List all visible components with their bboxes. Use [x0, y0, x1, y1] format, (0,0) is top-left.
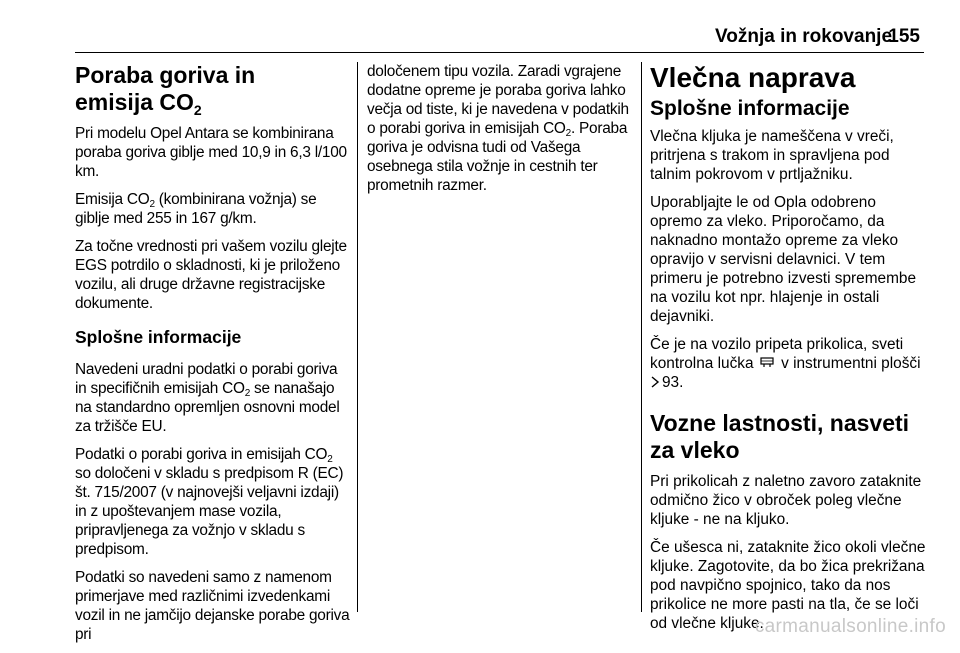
subscript: 2: [244, 388, 251, 399]
subscript: 2: [327, 454, 333, 465]
page-header: [75, 26, 924, 53]
header-title: Vožnja in rokovanje: [715, 26, 893, 47]
text: se nanašajo na standardno opremljen osnovni model za tržišče EU.: [75, 380, 340, 435]
trailer-light-icon: [760, 356, 775, 369]
arrow-right-icon: [650, 376, 660, 388]
column-right: [650, 62, 932, 642]
heading-line: Poraba goriva in: [75, 62, 256, 88]
column-divider: [641, 62, 642, 612]
watermark: carmanualsonline.info: [754, 616, 946, 637]
paragraph: [75, 360, 350, 436]
paragraph: Za točne vrednosti pri vašem vozilu glejte EGS potrdilo o skladnosti, ki je priloženo vozilu, ali druge državne registracijske dokumente.: [75, 238, 347, 312]
text: Če je na vozilo pripeta prikolica, sveti kontrolna lučka: [650, 336, 904, 372]
text: . Poraba goriva je odvisna tudi od Vašega osebnega stila vožnje in cestnih ter prometnih razmer.: [367, 120, 628, 194]
paragraph: Pri modelu Opel Antara se kombinirana poraba goriva giblje med 10,9 in 6,3 l/100 km.: [75, 125, 347, 180]
text: v instrumentni plošči: [781, 355, 921, 372]
subheading-general-info: Splošne informacije: [75, 327, 242, 347]
paragraph: Uporabljajte le od Opla odobreno opremo za vleko. Priporočamo, da naknadno montažo opreme za vleko opravijo v servisni delavnici. V tem primeru je potrebno izvesti spremembe na vozilu kot npr. hlajenje in ostali dejavniki.: [650, 194, 917, 325]
text: Navedeni uradni podatki o porabi goriva in specifičnih emisijah CO: [75, 361, 338, 397]
page-number: 155: [888, 26, 920, 47]
section-heading-fuel-consumption: [75, 62, 350, 116]
text: Podatki o porabi goriva in emisijah CO: [75, 446, 328, 463]
column-middle: [367, 62, 635, 204]
paragraph: Podatki so navedeni samo z namenom primerjave med različnimi izvedenkami vozil in ne jamčijo dejanske porabe goriva pri: [75, 569, 350, 643]
subheading-general-info: Splošne informacije: [650, 97, 850, 120]
paragraph: [650, 335, 932, 392]
paragraph: [75, 445, 350, 559]
text: Emisija CO: [75, 191, 150, 208]
text: določenem tipu vozila. Zaradi vgrajene dodatne opreme je poraba goriva lahko večja od tiste, ki je navedena v podatkih o porabi goriva in emisijah CO: [367, 63, 629, 137]
subscript: 2: [149, 199, 155, 210]
subheading-towing-tips: Vozne lastnosti, nasveti za vleko: [650, 410, 910, 463]
paragraph: [75, 190, 350, 228]
column-left: [75, 62, 350, 653]
heading-line: emisija CO: [75, 89, 194, 115]
paragraph: [367, 62, 635, 195]
subscript: 2: [193, 102, 202, 118]
text: so določeni v skladu s predpisom R (EC) št. 715/2007 (v najnovejši veljavni izdaji) in z upoštevanjem mase vozila, pripravljenega za vožnjo v skladu s predpisom.: [75, 465, 344, 558]
section-heading-towing-device: Vlečna naprava: [650, 62, 856, 93]
column-divider: [357, 62, 358, 612]
paragraph: Če ušesca ni, zataknite žico okoli vlečne kljuke. Zagotovite, da bo žica prekrižana pod navpično spojnico, tako da nos prikolice ne more pasti na tla, če se loči od vlečne kljuke.: [650, 539, 926, 632]
text: (kombinirana vožnja) se giblje med 255 in 167 g/km.: [75, 191, 317, 227]
page-reference[interactable]: 93.: [662, 374, 684, 391]
paragraph: Vlečna kljuka je nameščena v vreči, pritrjena s trakom in spravljena pod talnim pokrovom v prtljažniku.: [650, 128, 894, 183]
paragraph: Pri prikolicah z naletno zavoro zataknite odmično žico v obroček poleg vlečne kljuke - ne na kljuko.: [650, 473, 922, 528]
subscript: 2: [565, 128, 571, 139]
